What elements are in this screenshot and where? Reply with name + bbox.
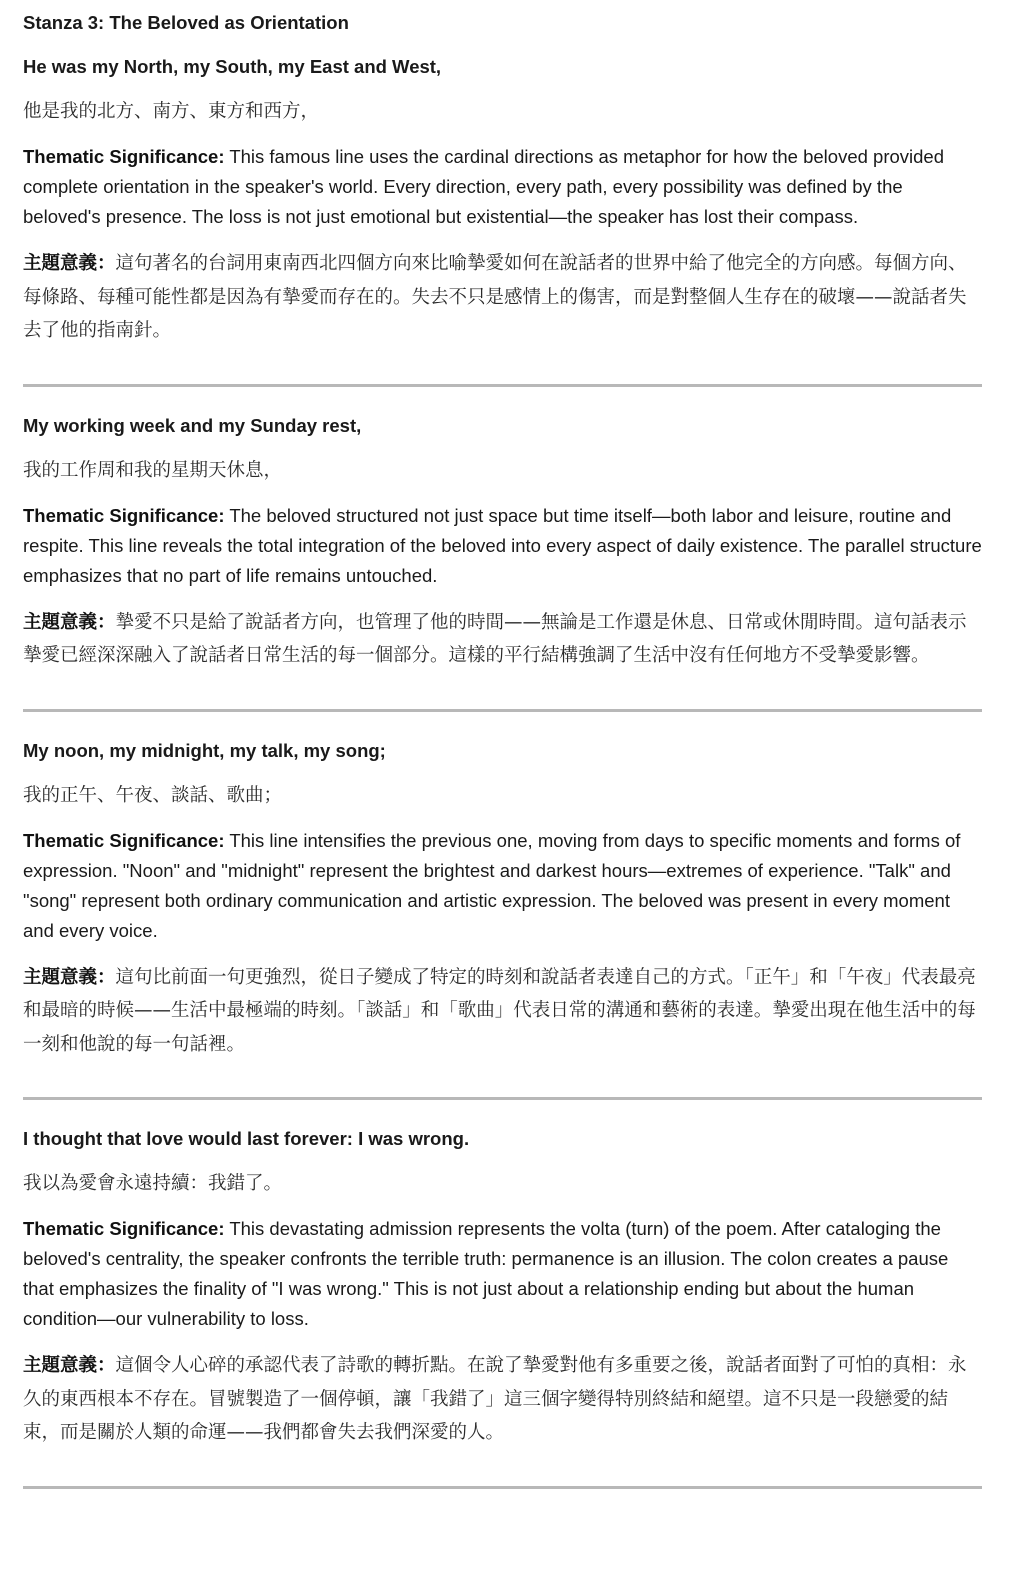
significance-text-english: This devastating admission represents the volta (turn) of the poem. After cataloging the beloved's centrality, the speaker confronts the terrible truth: permanence is an illusion. The colon creates a pause that emphasizes the finality of "I was wrong." This is not just about a relationship ending but about the human condition—our vulnerability to loss. — [23, 1218, 949, 1329]
poem-line-chinese: 我的正午、午夜、談話、歌曲； — [23, 784, 283, 806]
significance-label-chinese: 主題意義： — [23, 611, 116, 633]
thematic-significance-english — [23, 826, 982, 946]
poem-line-english: He was my North, my South, my East and West, — [23, 56, 442, 77]
significance-text-english: The beloved structured not just space but time itself—both labor and leisure, routine and respite. This line reveals the total integration of the beloved into every aspect of daily existence. The parallel structure emphasizes that no part of life remains untouched. — [23, 504, 982, 586]
thematic-significance-english — [23, 501, 982, 591]
poem-line-english: My noon, my midnight, my talk, my song; — [23, 739, 386, 761]
poem-line-english: My working week and my Sunday rest, — [23, 414, 362, 436]
section-divider — [23, 709, 982, 712]
significance-text-chinese: 這個令人心碎的承認代表了詩歌的轉折點。在說了摯愛對他有多重要之後，說話者面對了可怕的真相：永久的東西根本不存在。冒號製造了一個停頓，讓「我錯了」這三個字變得特別終結和絕望。這不只是一段戀愛的結束，而是關於人類的命運——我們都會失去我們深愛的人。 — [23, 1355, 967, 1443]
stanza-title: Stanza 3: The Beloved as Orientation — [23, 12, 349, 33]
significance-label-english: Thematic Significance: — [23, 146, 225, 167]
stanza-line-section — [23, 54, 982, 348]
stanza-line-section — [23, 413, 982, 673]
significance-text-chinese: 摯愛不只是給了說話者方向，也管理了他的時間——無論是工作還是休息、日常或休閒時間。這句話表示摯愛已經深深融入了說話者日常生活的每一個部分。這樣的平行結構強調了生活中沒有任何地方不受摯愛影響。 — [23, 611, 967, 666]
stanza-line-section — [23, 1126, 982, 1450]
significance-label-english: Thematic Significance: — [23, 504, 225, 526]
significance-text-english: This line intensifies the previous one, moving from days to specific moments and forms of expression. "Noon" and "midnight" represent the brightest and darkest hours—extremes of experience. "Talk" and "song" represent both ordinary communication and artistic expression. The beloved was present in every moment and every voice. — [23, 829, 961, 941]
significance-label-chinese: 主題意義： — [23, 253, 116, 274]
thematic-significance-chinese — [23, 247, 982, 348]
significance-label-chinese: 主題意義： — [23, 966, 116, 988]
poem-line-english: I thought that love would last forever: I was wrong. — [23, 1128, 470, 1149]
stanza-line-section — [23, 738, 982, 1062]
thematic-significance-english — [23, 1214, 982, 1334]
section-divider — [23, 1097, 982, 1100]
significance-label-chinese: 主題意義： — [23, 1355, 116, 1376]
section-divider — [23, 384, 982, 387]
poem-line-chinese: 我的工作周和我的星期天休息， — [23, 459, 283, 481]
significance-text-chinese: 這句比前面一句更強烈，從日子變成了特定的時刻和說話者表達自己的方式。「正午」和「午夜」代表最亮和最暗的時候——生活中最極端的時刻。「談話」和「歌曲」代表日常的溝通和藝術的表達。摯愛出現在他生活中的每一刻和他說的每一句話裡。 — [23, 966, 976, 1055]
thematic-significance-english — [23, 142, 982, 232]
significance-label-english: Thematic Significance: — [23, 829, 225, 851]
significance-text-english: This famous line uses the cardinal directions as metaphor for how the beloved provided complete orientation in the speaker's world. Every direction, every path, every possibility was defined by the beloved's presence. The loss is not just emotional but existential—the speaker has lost their compass. — [23, 146, 945, 227]
significance-text-chinese: 這句著名的台詞用東南西北四個方向來比喻摯愛如何在說話者的世界中給了他完全的方向感。每個方向、每條路、每種可能性都是因為有摯愛而存在的。失去不只是感情上的傷害，而是對整個人生存在的破壞——說話者失去了他的指南針。 — [23, 253, 967, 341]
thematic-significance-chinese — [23, 606, 982, 673]
poem-line-chinese: 我以為愛會永遠持續：我錯了。 — [23, 1173, 283, 1194]
poem-line-chinese: 他是我的北方、南方、東方和西方， — [23, 101, 320, 122]
significance-label-english: Thematic Significance: — [23, 1218, 225, 1239]
thematic-significance-chinese — [23, 1349, 982, 1450]
thematic-significance-chinese — [23, 961, 982, 1062]
section-divider — [23, 1486, 982, 1489]
